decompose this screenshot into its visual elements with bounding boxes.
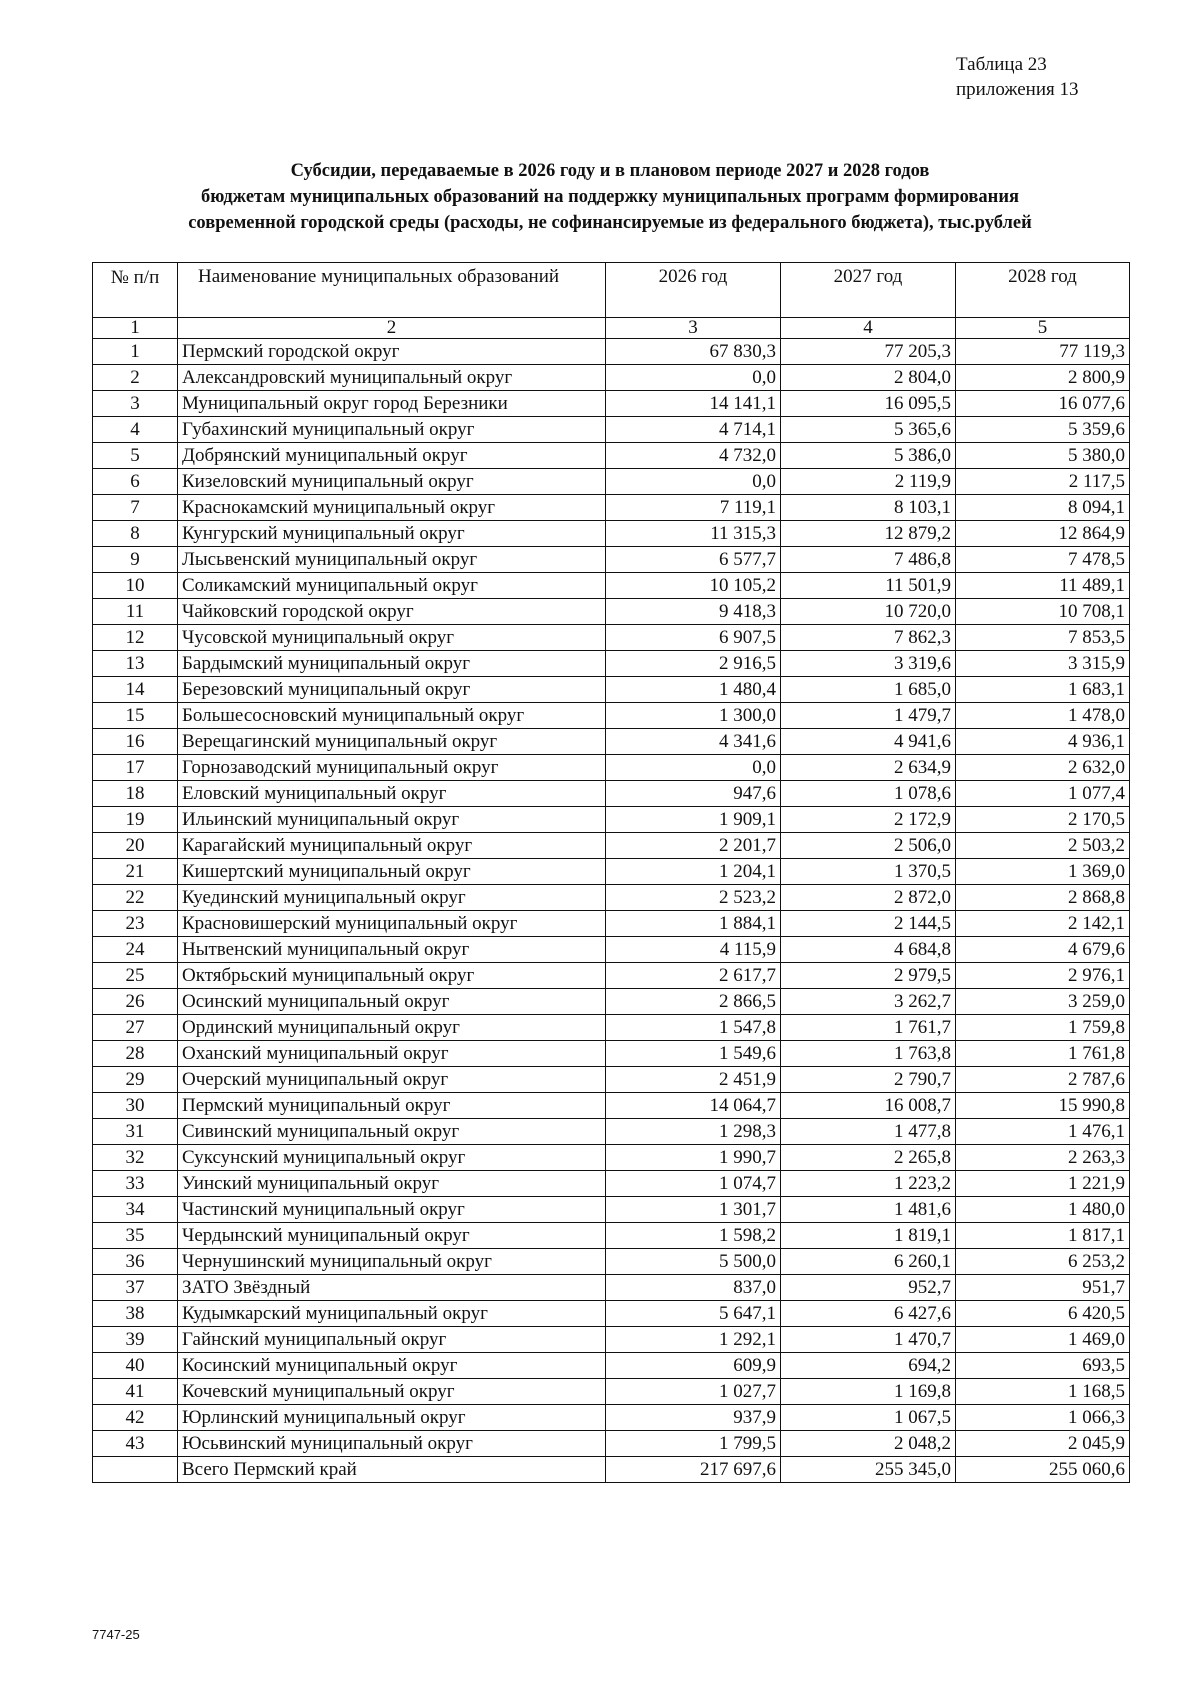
value-2027: 2 872,0 <box>781 885 956 911</box>
value-2028: 2 263,3 <box>956 1145 1130 1171</box>
municipality-name: Краснокамский муниципальный округ <box>178 495 606 521</box>
title-line-3: современной городской среды (расходы, не софинансируемые из федерального бюджета), тыс.рублей <box>188 213 1032 233</box>
table-row <box>93 937 1130 963</box>
value-2026: 609,9 <box>606 1353 781 1379</box>
column-number: 2 <box>178 318 606 339</box>
value-2028: 16 077,6 <box>956 391 1130 417</box>
total-2027: 255 345,0 <box>781 1457 956 1483</box>
value-2027: 16 095,5 <box>781 391 956 417</box>
table-row <box>93 1067 1130 1093</box>
row-number: 15 <box>93 703 178 729</box>
table-row <box>93 1249 1130 1275</box>
value-2026: 1 598,2 <box>606 1223 781 1249</box>
table-row <box>93 625 1130 651</box>
table-row <box>93 495 1130 521</box>
row-number: 16 <box>93 729 178 755</box>
value-2027: 2 172,9 <box>781 807 956 833</box>
municipality-name: Пермский муниципальный округ <box>178 1093 606 1119</box>
value-2028: 2 800,9 <box>956 365 1130 391</box>
value-2028: 4 679,6 <box>956 937 1130 963</box>
value-2027: 1 685,0 <box>781 677 956 703</box>
table-row <box>93 807 1130 833</box>
municipality-name: Кишертский муниципальный округ <box>178 859 606 885</box>
value-2027: 16 008,7 <box>781 1093 956 1119</box>
value-2028: 8 094,1 <box>956 495 1130 521</box>
municipality-name: ЗАТО Звёздный <box>178 1275 606 1301</box>
row-number: 23 <box>93 911 178 937</box>
row-number: 11 <box>93 599 178 625</box>
row-number: 22 <box>93 885 178 911</box>
value-2026: 5 500,0 <box>606 1249 781 1275</box>
value-2027: 7 486,8 <box>781 547 956 573</box>
row-number: 3 <box>93 391 178 417</box>
value-2028: 2 142,1 <box>956 911 1130 937</box>
header-name: Наименование муниципальных образований <box>178 263 606 318</box>
total-label: Всего Пермский край <box>178 1457 606 1483</box>
value-2026: 1 909,1 <box>606 807 781 833</box>
appendix-reference <box>956 52 1078 102</box>
row-number: 7 <box>93 495 178 521</box>
municipality-name: Карагайский муниципальный округ <box>178 833 606 859</box>
value-2028: 5 380,0 <box>956 443 1130 469</box>
value-2027: 2 119,9 <box>781 469 956 495</box>
total-2026: 217 697,6 <box>606 1457 781 1483</box>
value-2028: 1 168,5 <box>956 1379 1130 1405</box>
row-number: 9 <box>93 547 178 573</box>
value-2027: 4 684,8 <box>781 937 956 963</box>
table-row <box>93 417 1130 443</box>
value-2027: 2 265,8 <box>781 1145 956 1171</box>
value-2026: 2 523,2 <box>606 885 781 911</box>
municipality-name: Бардымский муниципальный округ <box>178 651 606 677</box>
table-row <box>93 1405 1130 1431</box>
value-2028: 2 868,8 <box>956 885 1130 911</box>
value-2027: 1 370,5 <box>781 859 956 885</box>
value-2028: 6 420,5 <box>956 1301 1130 1327</box>
value-2027: 1 078,6 <box>781 781 956 807</box>
column-number: 1 <box>93 318 178 339</box>
municipality-name: Сивинский муниципальный округ <box>178 1119 606 1145</box>
value-2027: 2 790,7 <box>781 1067 956 1093</box>
value-2026: 4 732,0 <box>606 443 781 469</box>
table-row <box>93 1093 1130 1119</box>
column-number-row <box>93 318 1130 339</box>
column-number: 3 <box>606 318 781 339</box>
municipality-name: Чайковский городской округ <box>178 599 606 625</box>
value-2026: 1 549,6 <box>606 1041 781 1067</box>
municipality-name: Александровский муниципальный округ <box>178 365 606 391</box>
value-2026: 1 300,0 <box>606 703 781 729</box>
value-2027: 694,2 <box>781 1353 956 1379</box>
row-number: 25 <box>93 963 178 989</box>
value-2026: 6 577,7 <box>606 547 781 573</box>
municipality-name: Суксунский муниципальный округ <box>178 1145 606 1171</box>
value-2028: 1 480,0 <box>956 1197 1130 1223</box>
value-2027: 1 169,8 <box>781 1379 956 1405</box>
value-2028: 1 469,0 <box>956 1327 1130 1353</box>
table-row <box>93 1171 1130 1197</box>
row-number: 14 <box>93 677 178 703</box>
value-2028: 1 221,9 <box>956 1171 1130 1197</box>
value-2027: 11 501,9 <box>781 573 956 599</box>
row-number: 10 <box>93 573 178 599</box>
table-row <box>93 443 1130 469</box>
row-number: 38 <box>93 1301 178 1327</box>
table-row <box>93 1301 1130 1327</box>
table-row <box>93 859 1130 885</box>
value-2027: 2 506,0 <box>781 833 956 859</box>
value-2026: 0,0 <box>606 365 781 391</box>
municipality-name: Муниципальный округ город Березники <box>178 391 606 417</box>
value-2026: 1 292,1 <box>606 1327 781 1353</box>
value-2028: 5 359,6 <box>956 417 1130 443</box>
value-2027: 1 761,7 <box>781 1015 956 1041</box>
row-number: 41 <box>93 1379 178 1405</box>
value-2027: 1 470,7 <box>781 1327 956 1353</box>
value-2028: 2 170,5 <box>956 807 1130 833</box>
row-number: 27 <box>93 1015 178 1041</box>
value-2026: 1 990,7 <box>606 1145 781 1171</box>
value-2027: 12 879,2 <box>781 521 956 547</box>
table-row <box>93 1145 1130 1171</box>
row-number: 32 <box>93 1145 178 1171</box>
table-row <box>93 365 1130 391</box>
value-2026: 67 830,3 <box>606 339 781 365</box>
municipality-name: Чернушинский муниципальный округ <box>178 1249 606 1275</box>
municipality-name: Чердынский муниципальный округ <box>178 1223 606 1249</box>
municipality-name: Чусовской муниципальный округ <box>178 625 606 651</box>
value-2026: 2 866,5 <box>606 989 781 1015</box>
municipality-name: Юсьвинский муниципальный округ <box>178 1431 606 1457</box>
value-2026: 1 799,5 <box>606 1431 781 1457</box>
appendix-table-number: Таблица 23 <box>956 54 1047 75</box>
value-2026: 0,0 <box>606 755 781 781</box>
municipality-name: Кунгурский муниципальный округ <box>178 521 606 547</box>
value-2026: 2 617,7 <box>606 963 781 989</box>
value-2026: 4 341,6 <box>606 729 781 755</box>
value-2028: 1 476,1 <box>956 1119 1130 1145</box>
row-number: 20 <box>93 833 178 859</box>
value-2026: 4 714,1 <box>606 417 781 443</box>
value-2027: 8 103,1 <box>781 495 956 521</box>
row-number: 18 <box>93 781 178 807</box>
value-2028: 1 369,0 <box>956 859 1130 885</box>
table-row <box>93 885 1130 911</box>
value-2026: 14 141,1 <box>606 391 781 417</box>
value-2026: 7 119,1 <box>606 495 781 521</box>
header-2027: 2027 год <box>781 263 956 318</box>
value-2028: 77 119,3 <box>956 339 1130 365</box>
value-2027: 952,7 <box>781 1275 956 1301</box>
table-row <box>93 521 1130 547</box>
value-2027: 7 862,3 <box>781 625 956 651</box>
municipality-name: Пермский городской округ <box>178 339 606 365</box>
value-2027: 3 319,6 <box>781 651 956 677</box>
value-2026: 2 201,7 <box>606 833 781 859</box>
row-number: 4 <box>93 417 178 443</box>
header-2028: 2028 год <box>956 263 1130 318</box>
appendix-annex-number: приложения 13 <box>956 79 1079 100</box>
table-row <box>93 1015 1130 1041</box>
value-2028: 1 478,0 <box>956 703 1130 729</box>
row-number: 34 <box>93 1197 178 1223</box>
table-row <box>93 469 1130 495</box>
row-number: 29 <box>93 1067 178 1093</box>
table-row <box>93 599 1130 625</box>
table-row <box>93 573 1130 599</box>
value-2028: 7 853,5 <box>956 625 1130 651</box>
value-2026: 1 884,1 <box>606 911 781 937</box>
table-header-row <box>93 263 1130 318</box>
table-row <box>93 911 1130 937</box>
row-number: 37 <box>93 1275 178 1301</box>
municipality-name: Губахинский муниципальный округ <box>178 417 606 443</box>
document-code: 7747-25 <box>92 1627 140 1642</box>
value-2028: 1 817,1 <box>956 1223 1130 1249</box>
value-2026: 14 064,7 <box>606 1093 781 1119</box>
value-2026: 4 115,9 <box>606 937 781 963</box>
table-row <box>93 1223 1130 1249</box>
value-2028: 12 864,9 <box>956 521 1130 547</box>
value-2027: 3 262,7 <box>781 989 956 1015</box>
value-2026: 1 301,7 <box>606 1197 781 1223</box>
table-row <box>93 833 1130 859</box>
row-number: 31 <box>93 1119 178 1145</box>
value-2028: 2 787,6 <box>956 1067 1130 1093</box>
value-2026: 947,6 <box>606 781 781 807</box>
municipality-name: Кизеловский муниципальный округ <box>178 469 606 495</box>
table-row <box>93 677 1130 703</box>
row-number: 33 <box>93 1171 178 1197</box>
municipality-name: Верещагинский муниципальный округ <box>178 729 606 755</box>
table-row <box>93 1327 1130 1353</box>
value-2028: 693,5 <box>956 1353 1130 1379</box>
title-line-1: Субсидии, передаваемые в 2026 году и в плановом периоде 2027 и 2028 годов <box>290 161 930 181</box>
table-row <box>93 651 1130 677</box>
value-2028: 11 489,1 <box>956 573 1130 599</box>
row-number: 1 <box>93 339 178 365</box>
value-2026: 11 315,3 <box>606 521 781 547</box>
row-number: 42 <box>93 1405 178 1431</box>
value-2028: 15 990,8 <box>956 1093 1130 1119</box>
municipality-name: Большесосновский муниципальный округ <box>178 703 606 729</box>
value-2026: 1 027,7 <box>606 1379 781 1405</box>
row-number: 13 <box>93 651 178 677</box>
row-number: 30 <box>93 1093 178 1119</box>
value-2027: 1 067,5 <box>781 1405 956 1431</box>
municipality-name: Уинский муниципальный округ <box>178 1171 606 1197</box>
value-2028: 7 478,5 <box>956 547 1130 573</box>
row-number: 39 <box>93 1327 178 1353</box>
row-number: 21 <box>93 859 178 885</box>
row-number: 43 <box>93 1431 178 1457</box>
row-number: 26 <box>93 989 178 1015</box>
subsidies-table <box>92 262 1130 1483</box>
table-row <box>93 989 1130 1015</box>
row-number: 12 <box>93 625 178 651</box>
value-2028: 4 936,1 <box>956 729 1130 755</box>
column-number: 5 <box>956 318 1130 339</box>
value-2027: 2 048,2 <box>781 1431 956 1457</box>
value-2026: 0,0 <box>606 469 781 495</box>
municipality-name: Березовский муниципальный округ <box>178 677 606 703</box>
row-number: 5 <box>93 443 178 469</box>
total-2028: 255 060,6 <box>956 1457 1130 1483</box>
value-2027: 5 386,0 <box>781 443 956 469</box>
value-2026: 837,0 <box>606 1275 781 1301</box>
table-row <box>93 391 1130 417</box>
column-number: 4 <box>781 318 956 339</box>
value-2026: 1 204,1 <box>606 859 781 885</box>
value-2028: 1 683,1 <box>956 677 1130 703</box>
municipality-name: Кудымкарский муниципальный округ <box>178 1301 606 1327</box>
table-row <box>93 755 1130 781</box>
table-row <box>93 963 1130 989</box>
value-2027: 10 720,0 <box>781 599 956 625</box>
municipality-name: Осинский муниципальный округ <box>178 989 606 1015</box>
value-2028: 1 759,8 <box>956 1015 1130 1041</box>
value-2027: 1 819,1 <box>781 1223 956 1249</box>
municipality-name: Юрлинский муниципальный округ <box>178 1405 606 1431</box>
value-2028: 2 503,2 <box>956 833 1130 859</box>
title-line-2: бюджетам муниципальных образований на поддержку муниципальных программ формирования <box>200 187 1019 207</box>
row-number: 17 <box>93 755 178 781</box>
value-2027: 6 427,6 <box>781 1301 956 1327</box>
value-2027: 5 365,6 <box>781 417 956 443</box>
row-number: 19 <box>93 807 178 833</box>
value-2026: 1 480,4 <box>606 677 781 703</box>
table-row <box>93 1379 1130 1405</box>
municipality-name: Лысьвенский муниципальный округ <box>178 547 606 573</box>
municipality-name: Красновишерский муниципальный округ <box>178 911 606 937</box>
value-2027: 1 481,6 <box>781 1197 956 1223</box>
municipality-name: Октябрьский муниципальный округ <box>178 963 606 989</box>
value-2027: 2 804,0 <box>781 365 956 391</box>
municipality-name: Гайнский муниципальный округ <box>178 1327 606 1353</box>
municipality-name: Кочевский муниципальный округ <box>178 1379 606 1405</box>
value-2028: 3 315,9 <box>956 651 1130 677</box>
row-number: 8 <box>93 521 178 547</box>
value-2028: 1 066,3 <box>956 1405 1130 1431</box>
row-number: 36 <box>93 1249 178 1275</box>
value-2028: 2 632,0 <box>956 755 1130 781</box>
value-2026: 9 418,3 <box>606 599 781 625</box>
municipality-name: Соликамский муниципальный округ <box>178 573 606 599</box>
table-row <box>93 1431 1130 1457</box>
table-row <box>93 1197 1130 1223</box>
value-2028: 2 976,1 <box>956 963 1130 989</box>
table-row <box>93 1353 1130 1379</box>
municipality-name: Нытвенский муниципальный округ <box>178 937 606 963</box>
value-2026: 5 647,1 <box>606 1301 781 1327</box>
total-number <box>93 1457 178 1483</box>
table-row <box>93 1041 1130 1067</box>
municipality-name: Ильинский муниципальный округ <box>178 807 606 833</box>
value-2027: 6 260,1 <box>781 1249 956 1275</box>
table-row <box>93 703 1130 729</box>
municipality-name: Оханский муниципальный округ <box>178 1041 606 1067</box>
municipality-name: Добрянский муниципальный округ <box>178 443 606 469</box>
row-number: 24 <box>93 937 178 963</box>
municipality-name: Еловский муниципальный округ <box>178 781 606 807</box>
document-title <box>100 158 1120 236</box>
row-number: 2 <box>93 365 178 391</box>
municipality-name: Частинский муниципальный округ <box>178 1197 606 1223</box>
value-2026: 1 074,7 <box>606 1171 781 1197</box>
value-2027: 2 634,9 <box>781 755 956 781</box>
value-2027: 1 477,8 <box>781 1119 956 1145</box>
value-2028: 1 077,4 <box>956 781 1130 807</box>
value-2028: 3 259,0 <box>956 989 1130 1015</box>
value-2026: 6 907,5 <box>606 625 781 651</box>
row-number: 35 <box>93 1223 178 1249</box>
value-2027: 1 763,8 <box>781 1041 956 1067</box>
value-2027: 1 223,2 <box>781 1171 956 1197</box>
value-2026: 10 105,2 <box>606 573 781 599</box>
value-2026: 2 916,5 <box>606 651 781 677</box>
total-row <box>93 1457 1130 1483</box>
value-2028: 6 253,2 <box>956 1249 1130 1275</box>
value-2028: 951,7 <box>956 1275 1130 1301</box>
row-number: 28 <box>93 1041 178 1067</box>
row-number: 6 <box>93 469 178 495</box>
value-2027: 2 144,5 <box>781 911 956 937</box>
value-2028: 1 761,8 <box>956 1041 1130 1067</box>
municipality-name: Косинский муниципальный округ <box>178 1353 606 1379</box>
value-2027: 1 479,7 <box>781 703 956 729</box>
value-2027: 77 205,3 <box>781 339 956 365</box>
value-2026: 2 451,9 <box>606 1067 781 1093</box>
value-2027: 4 941,6 <box>781 729 956 755</box>
value-2027: 2 979,5 <box>781 963 956 989</box>
municipality-name: Очерский муниципальный округ <box>178 1067 606 1093</box>
municipality-name: Куединский муниципальный округ <box>178 885 606 911</box>
table-row <box>93 547 1130 573</box>
header-2026: 2026 год <box>606 263 781 318</box>
table-row <box>93 339 1130 365</box>
value-2028: 2 045,9 <box>956 1431 1130 1457</box>
value-2026: 1 547,8 <box>606 1015 781 1041</box>
table-row <box>93 781 1130 807</box>
table-row <box>93 1119 1130 1145</box>
value-2026: 1 298,3 <box>606 1119 781 1145</box>
municipality-name: Ординский муниципальный округ <box>178 1015 606 1041</box>
row-number: 40 <box>93 1353 178 1379</box>
table-row <box>93 729 1130 755</box>
value-2028: 2 117,5 <box>956 469 1130 495</box>
value-2028: 10 708,1 <box>956 599 1130 625</box>
municipality-name: Горнозаводский муниципальный округ <box>178 755 606 781</box>
value-2026: 937,9 <box>606 1405 781 1431</box>
table-row <box>93 1275 1130 1301</box>
header-no: № п/п <box>93 263 178 318</box>
